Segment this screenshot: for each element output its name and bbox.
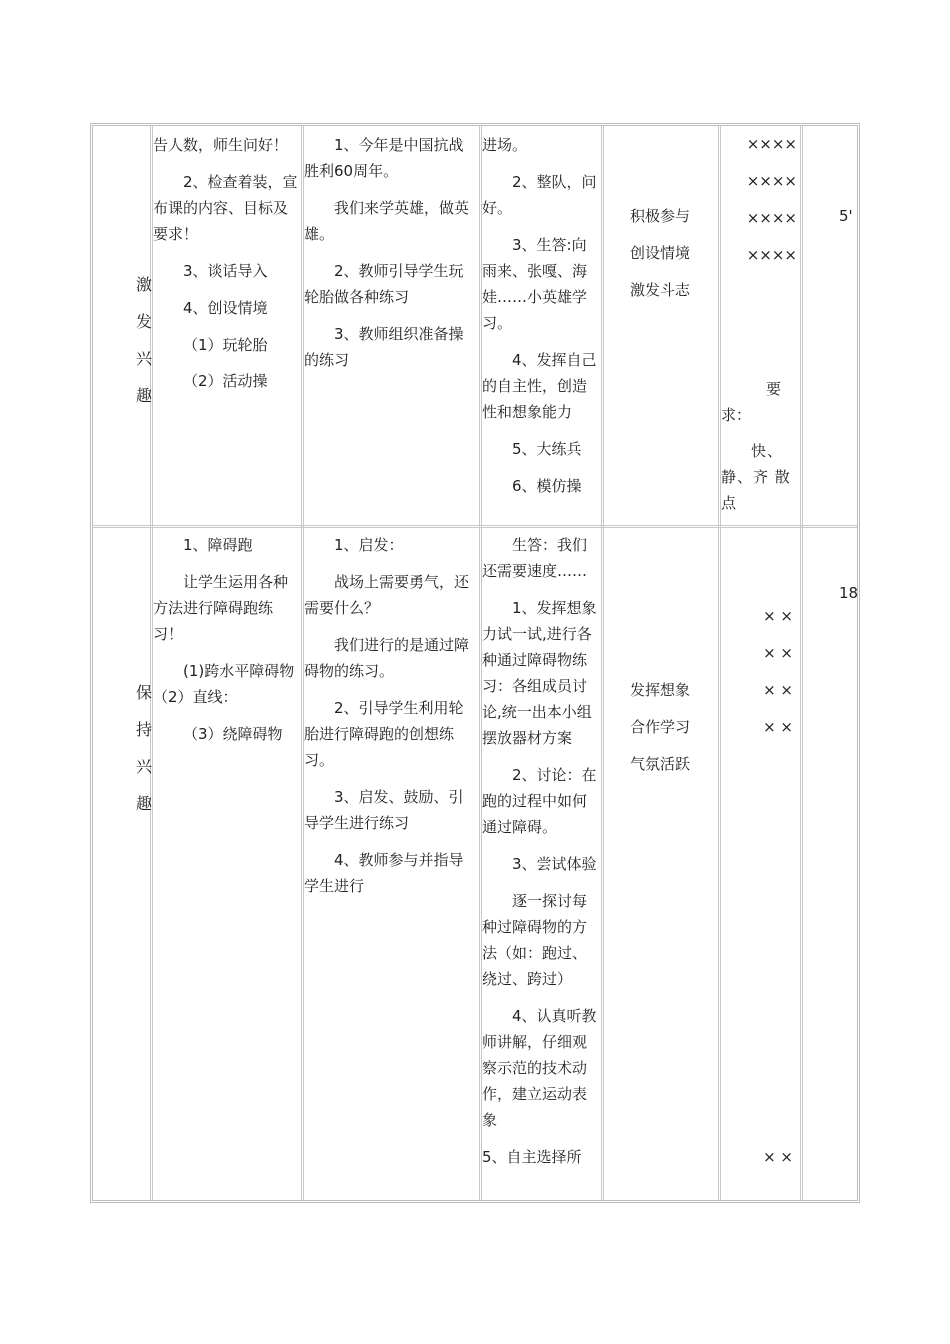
section-2-time: 18 xyxy=(839,584,859,602)
column-divider xyxy=(601,126,604,1200)
section-2-content: 1、障碍跑 让学生运用各种方法进行障碍跑练习！ (1)跨水平障碍物（2）直线： （3）绕障碍物 xyxy=(153,536,295,743)
section-label-2: 保 持 兴 趣 xyxy=(135,683,152,813)
lesson-plan-table xyxy=(90,123,860,1203)
section-2-formation-bottom: × × xyxy=(763,1148,793,1166)
section-label-1: 激 发 兴 趣 xyxy=(135,275,152,405)
column-divider xyxy=(800,126,803,1200)
section-1-content: 告人数，师生问好！ 2、检查着装，宣布课的内容、目标及要求！ 3、谈话导入 4、创设情境 （1）玩轮胎 （2）活动操 xyxy=(153,136,298,390)
section-1-goals: 积极参与 创设情境 激发斗志 xyxy=(629,207,690,299)
section-1-formation: ×××× ×××× ×××× ×××× xyxy=(746,135,797,264)
section-2-formation: × × × × × × × × xyxy=(763,607,793,736)
section-1-teacher: 1、今年是中国抗战胜利60周年。 我们来学英雄，做英雄。 2、教师引导学生玩轮胎做各种练习 3、教师组织准备操的练习 xyxy=(304,136,470,369)
section-2-student: 生答：我们还需要速度…… 1、发挥想象力试一试,进行各种通过障碍物练习：各组成员讨论,统一出本小组摆放器材方案 2、讨论：在跑的过程中如何通过障碍。 3、尝试体验 逐一探讨每种过障碍物的方法（如：跑过、绕过、跨过） 4、认真听教师讲解，仔细观察示范的技术动作，建立运动表象 5、自主选择所 xyxy=(482,536,597,1166)
section-1-requirement: 要求： 快、静、齐 散点 xyxy=(721,380,791,512)
row-divider xyxy=(93,525,857,528)
section-2-goals: 发挥想象 合作学习 气氛活跃 xyxy=(629,681,690,773)
section-1-time: 5' xyxy=(839,207,853,225)
section-1-student: 进场。 2、整队，问好。 3、生答:向雨来、张嘎、海娃……小英雄学习。 4、发挥自己的自主性，创造性和想象能力 5、大练兵 6、模仿操 xyxy=(482,136,597,495)
section-2-teacher: 1、启发： 战场上需要勇气，还需要什么？ 我们进行的是通过障碍物的练习。 2、引导学生利用轮胎进行障碍跑的创想练习。 3、启发、鼓励、引导学生进行练习 4、教师参与并指导学生进行 xyxy=(304,536,470,895)
